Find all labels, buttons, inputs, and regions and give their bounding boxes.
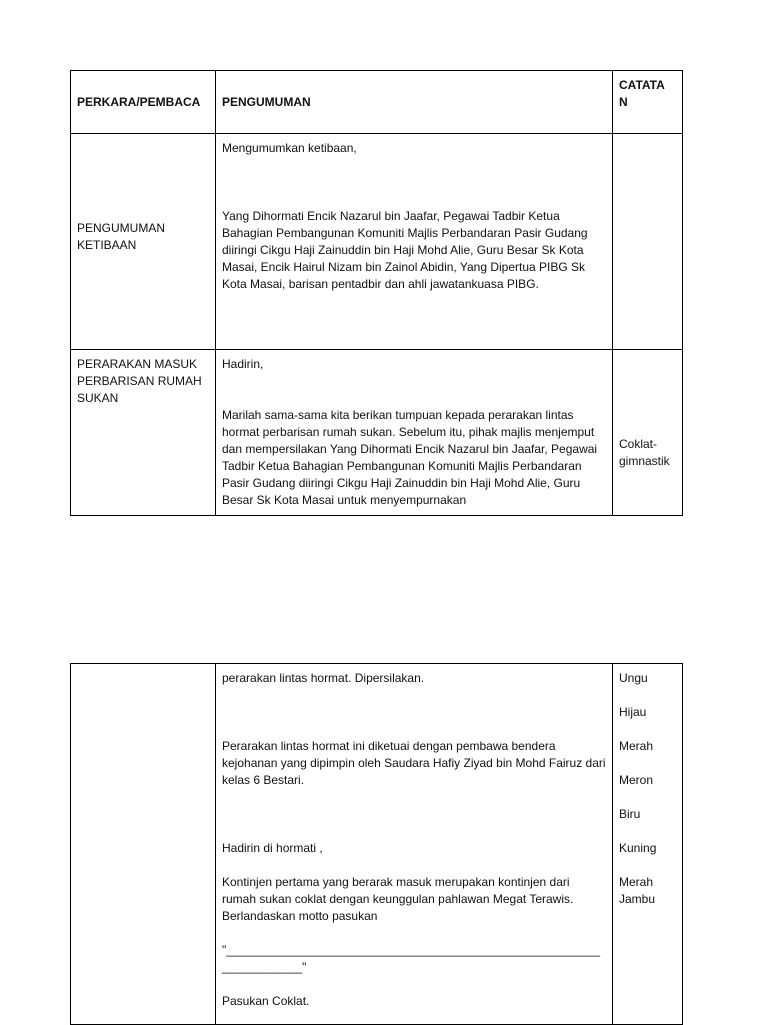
house-colour-item: Merah Jambu xyxy=(619,875,656,906)
house-colour-item: Ungu xyxy=(619,671,648,685)
program-table-2 xyxy=(70,663,683,1025)
perkara-text: PENGUMUMAN KETIBAAN xyxy=(77,221,166,252)
house-colour-item: Biru xyxy=(619,807,641,821)
catatan-cell xyxy=(613,134,683,350)
house-colour-item: Kuning xyxy=(619,841,657,855)
header-catatan: CATATA N xyxy=(613,71,683,134)
perkara-cell xyxy=(71,664,216,1025)
pengumuman-cell xyxy=(216,134,613,350)
catatan-cell xyxy=(613,350,683,516)
announcement-paragraph: Hadirin, xyxy=(222,357,264,371)
announcement-paragraph: Perarakan lintas hormat ini diketuai dengan pembawa bendera kejohanan yang dipimpin oleh Saudara Hafiy Ziyad bin Mohd Fairuz dari kelas 6 Bestari. xyxy=(222,739,606,787)
program-table-1 xyxy=(70,70,683,516)
announcement-paragraph: Hadirin di hormati , xyxy=(222,841,323,855)
table-header-row xyxy=(71,71,683,134)
announcement-paragraph: perarakan lintas hormat. Dipersilakan. xyxy=(222,671,425,685)
house-colour-item: Hijau xyxy=(619,705,647,719)
catatan-text: Coklat-gimnastik xyxy=(619,437,670,468)
header-perkara: PERKARA/PEMBACA xyxy=(71,71,216,134)
announcement-paragraph: Yang Dihormati Encik Nazarul bin Jaafar, Pegawai Tadbir Ketua Bahagian Pembangunan Komuniti Majlis Perbandaran Pasir Gudang diiringi Cikgu Haji Zainuddin bin Haji Mohd Alie, Guru Besar Sk Kota Masai, Encik Hairul Nizam bin Zainol Abidin, Yang Dipertua PIBG Sk Kota Masai, barisan pentadbir dan ahli jawatankuasa PIBG. xyxy=(222,209,588,291)
motto-blank: "____________________________________________________________________" xyxy=(222,943,600,974)
announcement-paragraph: Marilah sama-sama kita berikan tumpuan kepada perarakan lintas hormat perbarisan rumah sukan. Sebelum itu, pihak majlis menjemput dan mempersilakan Yang Dihormati Encik Nazarul bin Jaafar, Pegawai Tadbir Ketua Bahagian Pembangunan Komuniti Majlis Perbandaran Pasir Gudang diiringi Cikgu Haji Zainuddin bin Haji Mohd Alie, Guru Besar Sk Kota Masai untuk menyempurnakan xyxy=(222,408,598,507)
perkara-cell: PERARAKAN MASUK PERBARISAN RUMAH SUKAN xyxy=(71,350,216,516)
announcement-paragraph: Mengumumkan ketibaan, xyxy=(222,141,357,155)
house-colour-item: Meron xyxy=(619,773,654,787)
announcement-paragraph: Pasukan Coklat. xyxy=(222,994,310,1008)
announcement-paragraph: Kontinjen pertama yang berarak masuk merupakan kontinjen dari rumah sukan coklat dengan keunggulan pahlawan Megat Terawis. Berlandaskan motto pasukan xyxy=(222,875,574,923)
pengumuman-cell xyxy=(216,664,613,1025)
perkara-cell xyxy=(71,134,216,350)
house-colour-item: Merah xyxy=(619,739,654,753)
catatan-cell xyxy=(613,664,683,1025)
table-row xyxy=(71,134,683,350)
table-row xyxy=(71,664,683,1025)
table-row xyxy=(71,350,683,516)
header-pengumuman: PENGUMUMAN xyxy=(216,71,613,134)
pengumuman-cell xyxy=(216,350,613,516)
